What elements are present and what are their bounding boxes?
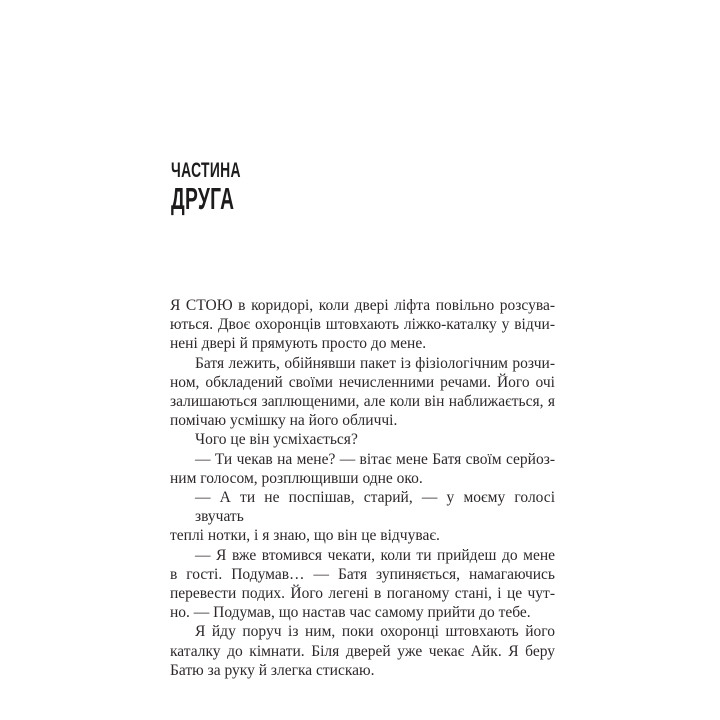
body-line: — А ти не поспішав, старий, — у моєму голосі звучать xyxy=(195,489,555,526)
body-line: нені двері й прямують просто до мене. xyxy=(170,335,427,353)
body-text xyxy=(170,296,555,680)
body-line: Я СТОЮ в коридорі, коли двері ліфта повільно розсува- xyxy=(170,297,555,314)
body-line: — Ти чекав на мене? — вітає мене Батя своїм серйоз- xyxy=(195,450,555,468)
body-line: ються. Двоє охоронців штовхають ліжко-каталку у відчи- xyxy=(170,316,555,334)
body-line: Я йду поруч із ним, поки охоронці штовхають його xyxy=(195,623,555,641)
body-line: Батя лежить, обійнявши пакет із фізіологічним розчи- xyxy=(195,354,555,372)
body-line: теплі нотки, і я знаю, що він це відчуває. xyxy=(170,527,440,545)
body-line: но. — Подумав, що настав час самому прийти до тебе. xyxy=(170,604,531,622)
chapter-heading xyxy=(171,160,277,214)
body-line: в гості. Подумав… — Батя зупиняється, намагаючись xyxy=(170,565,555,583)
body-line: — Я вже втомився чекати, коли ти прийдеш до мене xyxy=(195,546,555,564)
body-line: ном, обкладений своїми нечисленними речами. Його очі xyxy=(170,373,555,391)
body-line: помічаю усмішку на його обличчі. xyxy=(170,412,398,430)
body-line: перевести подих. Його легені в поганому стані, і це чут- xyxy=(170,585,555,603)
body-line: каталку до кімнати. Біля дверей уже чекає Айк. Я беру xyxy=(170,642,555,660)
body-line: Чого це він усміхається? xyxy=(195,431,358,449)
body-line: ним голосом, розплющивши одне око. xyxy=(170,469,423,487)
body-line: Батю за руку й злегка стискаю. xyxy=(170,661,375,679)
chapter-part-label: ЧАСТИНА xyxy=(171,159,241,182)
chapter-part-number: ДРУГА xyxy=(171,181,235,216)
body-line: залишаються заплющеними, але коли він наближається, я xyxy=(170,393,555,411)
